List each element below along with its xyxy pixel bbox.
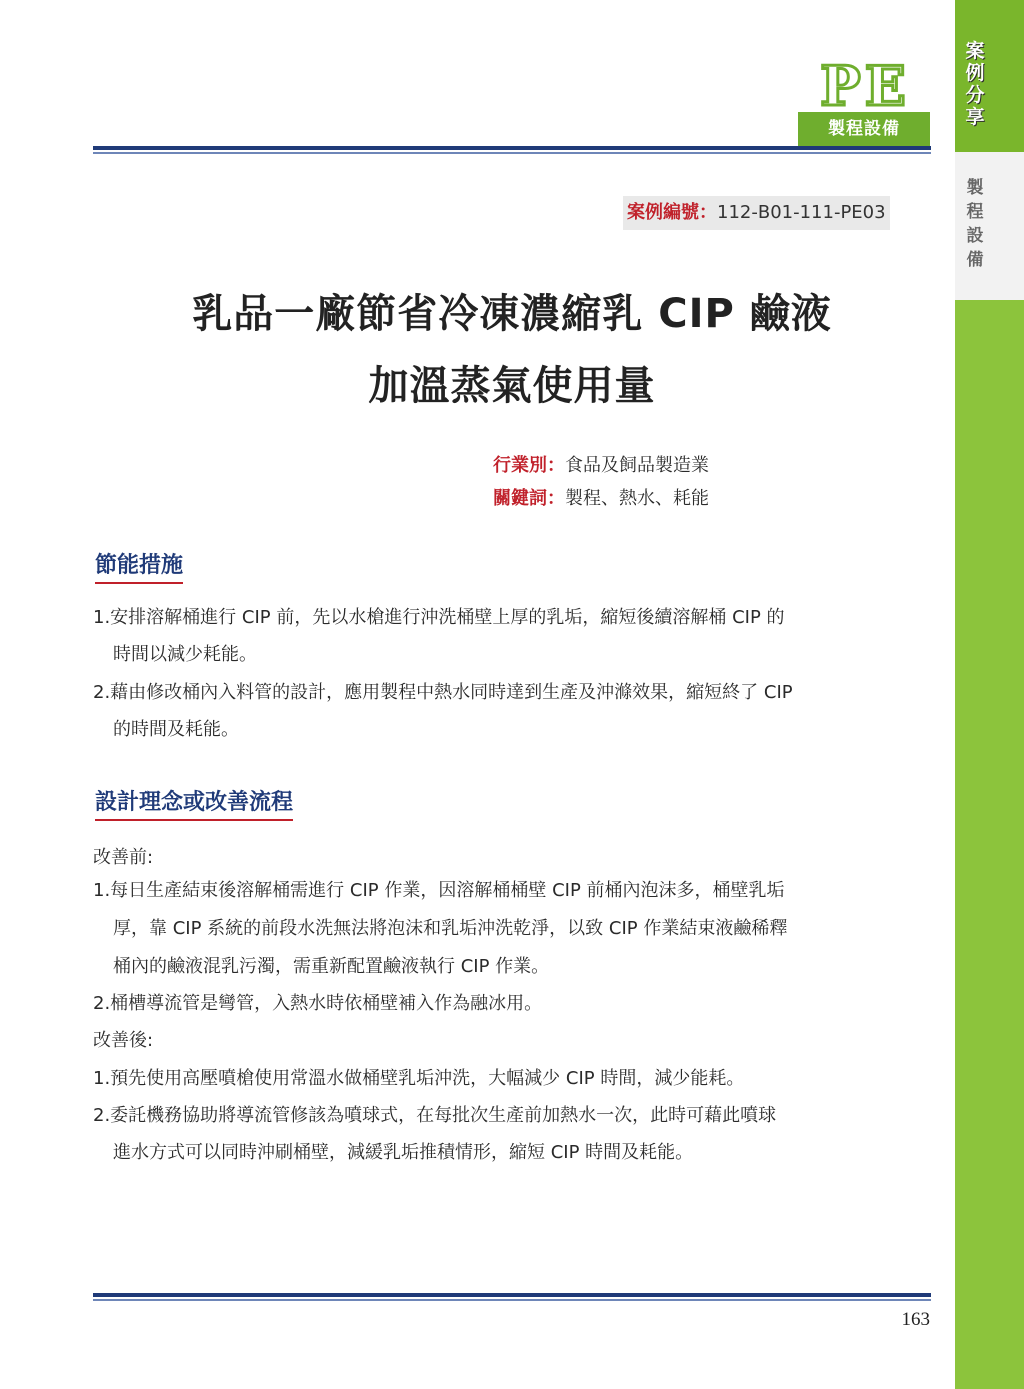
page-number: 163 bbox=[901, 1309, 930, 1330]
case-number bbox=[623, 196, 890, 230]
before-item-1-line1: 1.每日生產結束後溶解桶需進行 CIP 作業，因溶解桶桶壁 CIP 前桶內泡沫多，桶壁乳垢 bbox=[93, 880, 785, 901]
page-title-line1: 乳品一廠節省冷凍濃縮乳 CIP 鹼液 bbox=[192, 291, 832, 337]
before-label: 改善前: bbox=[93, 847, 154, 868]
side-tab-category bbox=[955, 152, 1024, 300]
keywords-value: 製程、熱水、耗能 bbox=[565, 488, 709, 509]
pe-logo bbox=[808, 60, 923, 112]
measure-item-2-line1: 2.藉由修改桶內入料管的設計，應用製程中熱水同時達到生產及沖滌效果，縮短終了 CIP bbox=[93, 682, 793, 703]
after-label: 改善後: bbox=[93, 1030, 154, 1051]
after-item-2-line2: 進水方式可以同時沖刷桶壁，減緩乳垢推積情形，縮短 CIP 時間及耗能。 bbox=[113, 1142, 694, 1163]
case-number-label: 案例編號： bbox=[627, 202, 717, 223]
after-item-2-line1: 2.委託機務協助將導流管修該為噴球式，在每批次生產前加熱水一次，此時可藉此噴球 bbox=[93, 1105, 777, 1126]
before-item-1-line2: 厚，靠 CIP 系統的前段水洗無法將泡沫和乳垢沖洗乾淨，以致 CIP 作業結束液鹼稀釋 bbox=[113, 918, 788, 939]
side-tab-active bbox=[955, 0, 1024, 152]
page-title-line2: 加溫蒸氣使用量 bbox=[368, 363, 656, 409]
bottom-divider bbox=[93, 1293, 931, 1301]
case-number-value: 112-B01-111-PE03 bbox=[717, 202, 886, 223]
keywords-label: 關鍵詞： bbox=[493, 488, 565, 509]
measure-item-1-line1: 1.安排溶解桶進行 CIP 前，先以水槍進行沖洗桶壁上厚的乳垢，縮短後續溶解桶 CIP 的 bbox=[93, 607, 785, 628]
keywords-row bbox=[493, 484, 709, 510]
after-item-1-line1: 1.預先使用高壓噴槍使用常溫水做桶壁乳垢沖洗，大幅減少 CIP 時間，減少能耗。 bbox=[93, 1068, 745, 1089]
category-label: 製程設備 bbox=[798, 112, 930, 146]
section-heading-design: 設計理念或改善流程 bbox=[95, 785, 293, 821]
before-item-1-line3: 桶內的鹼液混乳污濁，需重新配置鹼液執行 CIP 作業。 bbox=[113, 956, 550, 977]
industry-label: 行業別： bbox=[493, 455, 565, 476]
measure-item-1-line2: 時間以減少耗能。 bbox=[113, 644, 257, 665]
pe-logo-text: PE bbox=[820, 60, 910, 112]
side-tab-mid-label: 製程設備 bbox=[966, 178, 984, 270]
measure-item-2-line2: 的時間及耗能。 bbox=[113, 719, 239, 740]
before-item-2-line1: 2.桶槽導流管是彎管，入熱水時依桶壁補入作為融冰用。 bbox=[93, 993, 543, 1014]
industry-value: 食品及飼品製造業 bbox=[565, 455, 709, 476]
industry-row bbox=[493, 451, 709, 477]
side-tab-top-label: 案例分享 bbox=[965, 40, 985, 128]
top-divider bbox=[93, 146, 931, 154]
side-tab bbox=[955, 0, 1024, 1389]
section-heading-measures: 節能措施 bbox=[95, 548, 183, 584]
